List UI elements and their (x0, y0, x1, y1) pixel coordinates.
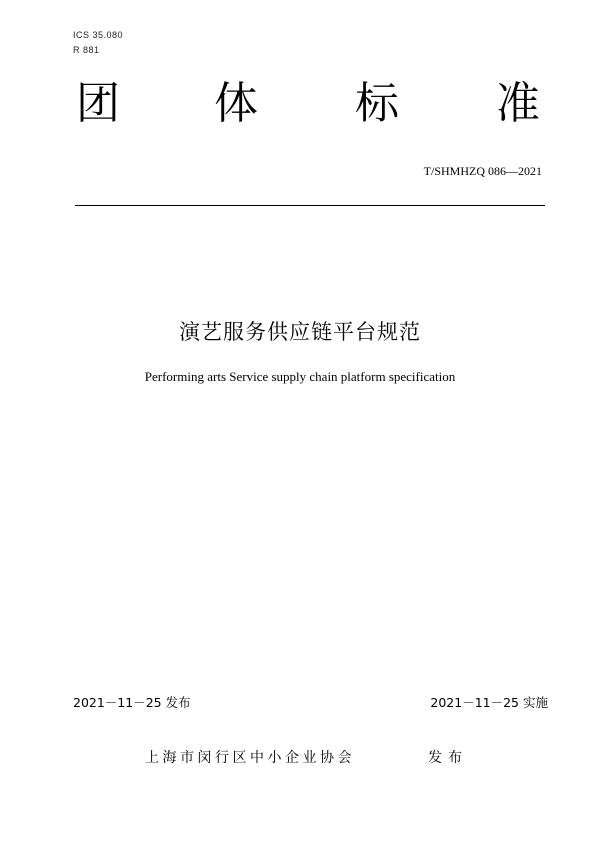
ics-code: ICS 35.080 (73, 30, 124, 40)
heading-char-2: 体 (214, 78, 258, 129)
standard-code: T/SHMHZQ 086—2021 (423, 164, 542, 178)
heading-char-3: 标 (355, 78, 399, 129)
implement-date: 2021－11－25 实施 (430, 695, 548, 710)
publish-date: 2021－11－25 发布 (73, 695, 191, 710)
document-title-en: Performing arts Service supply chain platform specification (144, 369, 456, 384)
issue-label: 发布 (428, 750, 468, 766)
issuing-organization: 上海市闵行区中小企业协会 (145, 750, 355, 766)
heading-char-1: 团 (76, 78, 120, 129)
header-divider (75, 205, 545, 206)
ccs-code: R 881 (73, 45, 100, 55)
document-title-cn: 演艺服务供应链平台规范 (179, 320, 421, 344)
heading-char-4: 准 (496, 78, 540, 129)
